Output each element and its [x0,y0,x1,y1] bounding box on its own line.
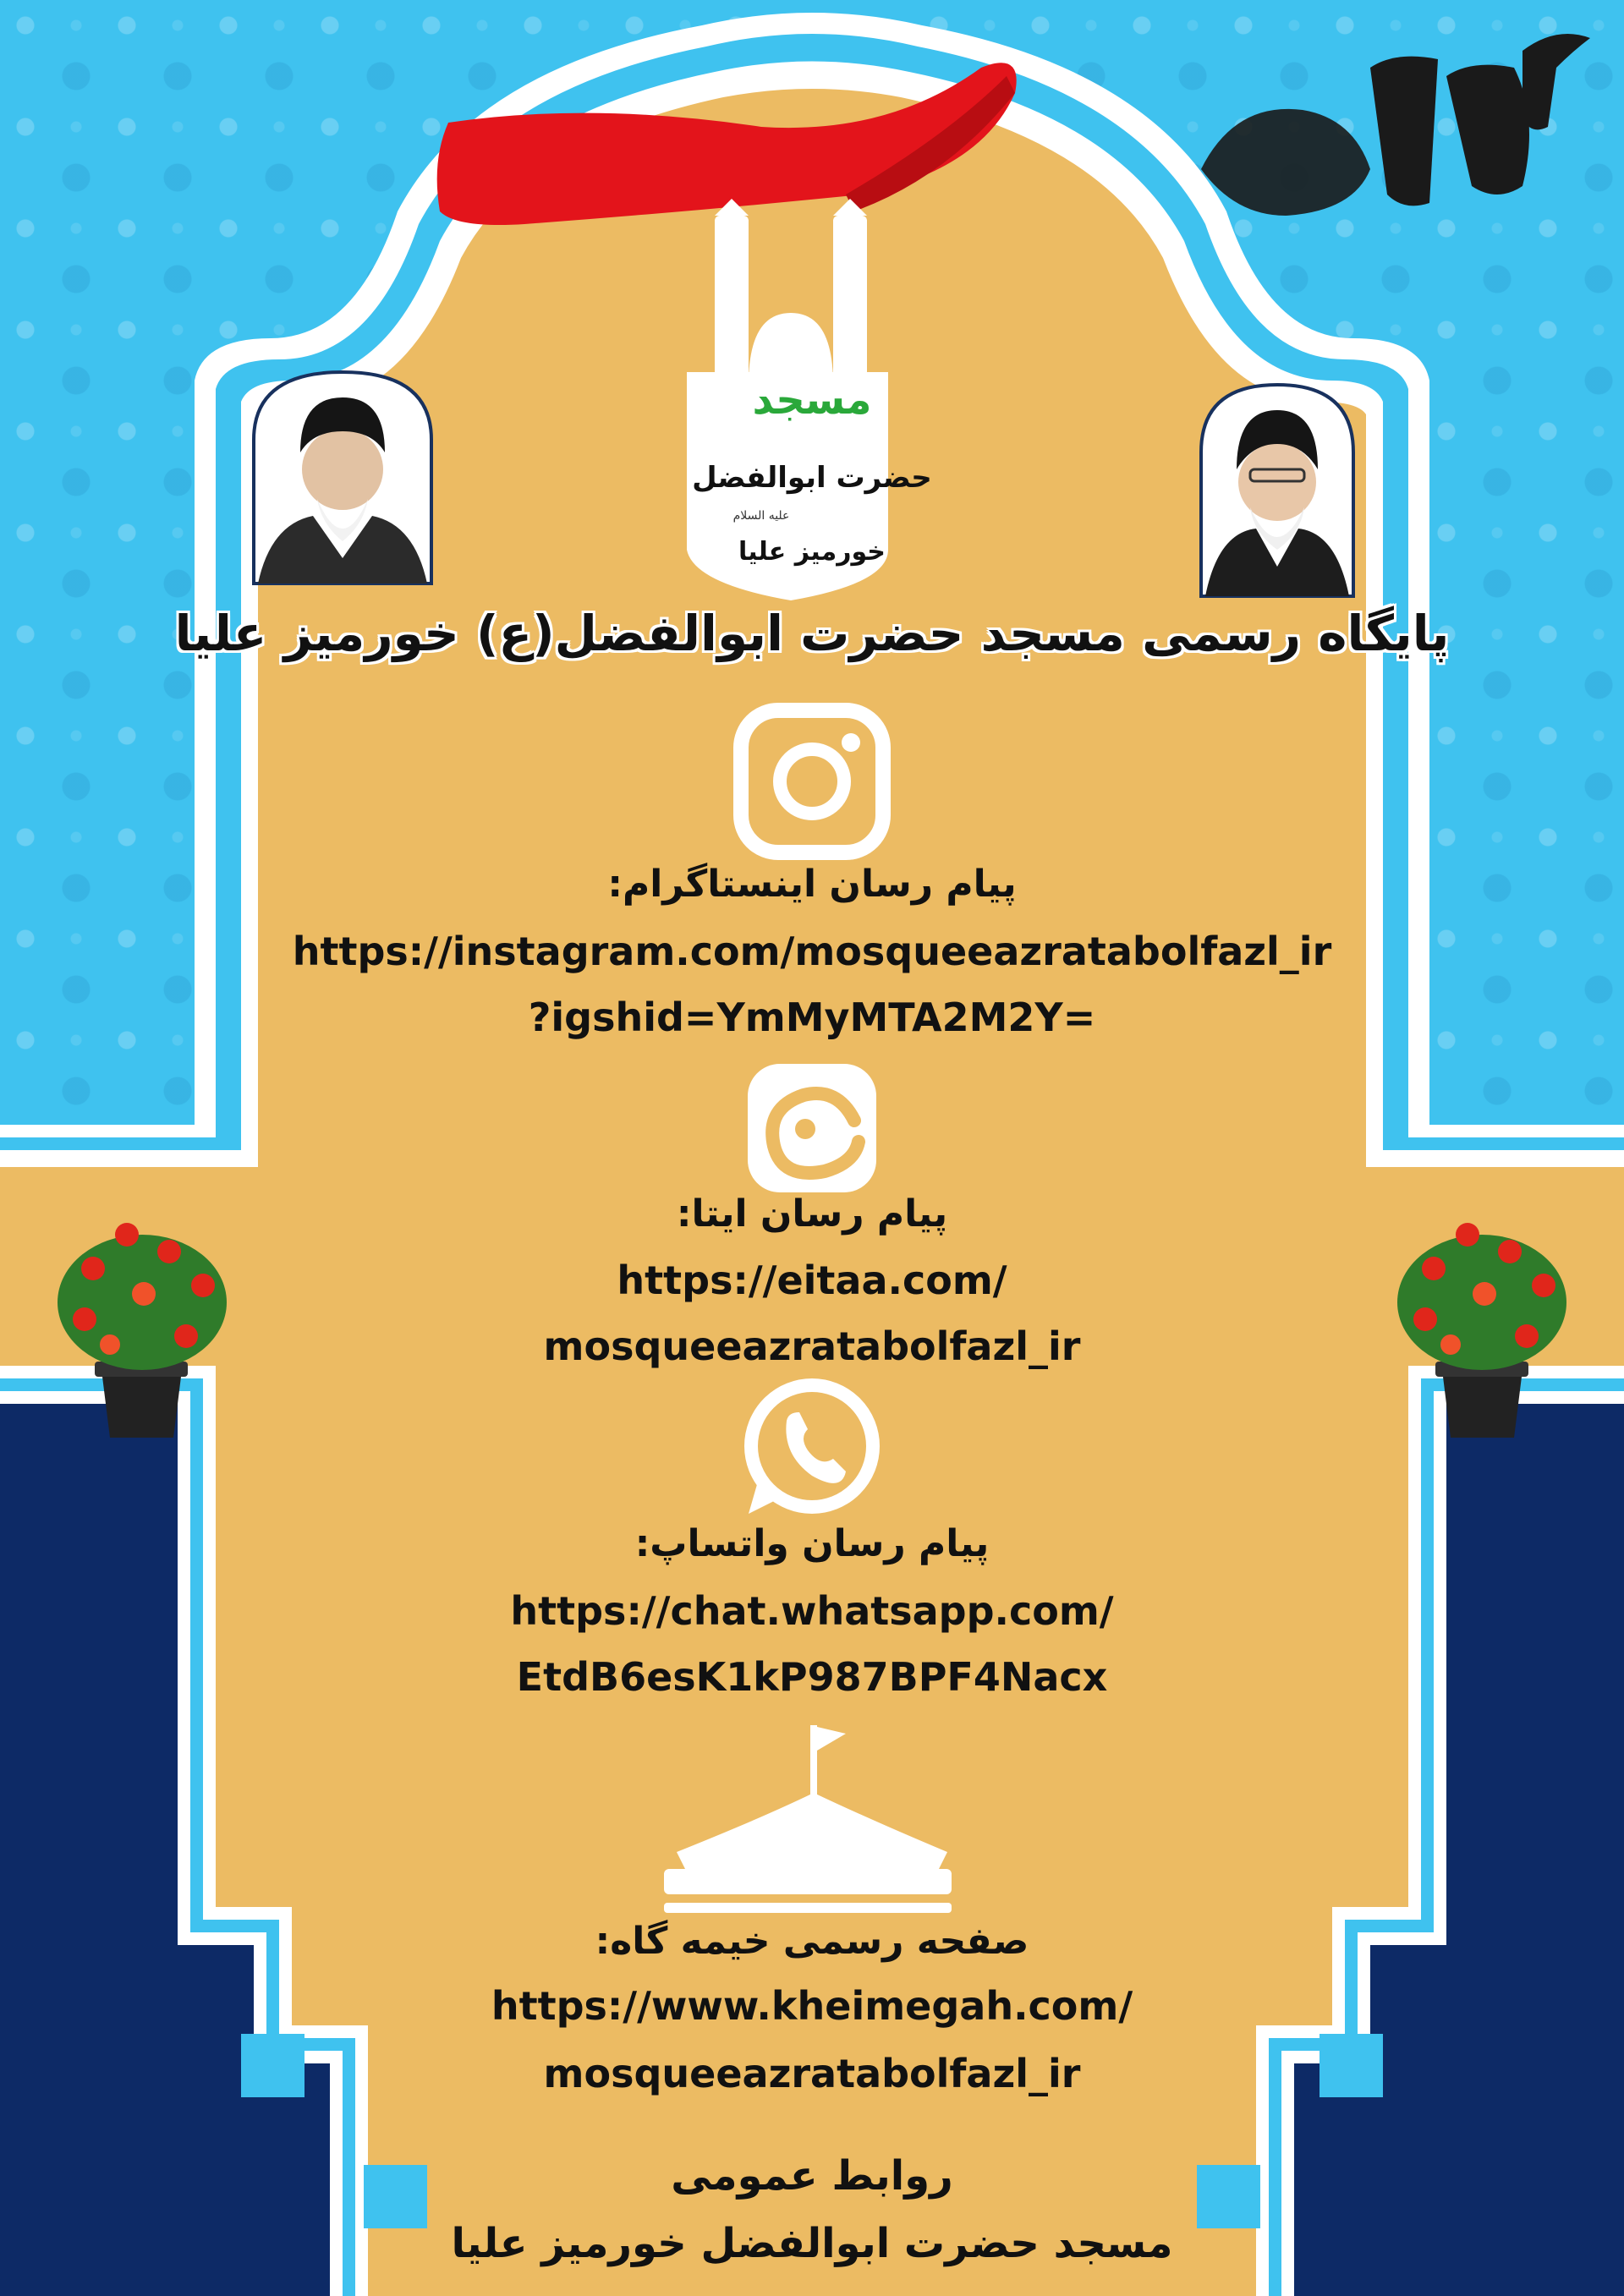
kheimegah-label: صفحه رسمی خیمه گاه: [595,1920,1029,1963]
kheimegah-url-line1[interactable]: https://www.kheimegah.com/ [491,1983,1133,2029]
mosque-logo-honorific: علیه السلام [732,509,790,523]
mosque-logo-village: خورمیز علیا [738,537,886,567]
instagram-url-line2[interactable]: ?igshid=YmMyMTA2M2Y= [528,995,1096,1040]
eitaa-icon [748,1064,876,1192]
whatsapp-label: پیام رسان واتساپ: [634,1522,990,1565]
kheimegah-url-line2[interactable]: mosqueeazratabolfazl_ir [543,2051,1081,2096]
footer-line2: مسجد حضرت ابوالفضل خورمیز علیا [451,2220,1173,2267]
calligraphy-logo [1193,34,1599,237]
instagram-label: پیام رسان اینستاگرام: [607,863,1017,906]
mosque-logo-name: حضرت ابوالفضل [692,461,932,495]
eitaa-url-line1[interactable]: https://eitaa.com/ [617,1258,1007,1303]
mosque-logo-word: مسجد [752,376,872,424]
kheimegah-domain: KHEIMEGAH.com [806,1852,919,1866]
whatsapp-url-line2[interactable]: EtdB6esK1kP987BPF4Nacx [516,1654,1108,1700]
page-title: پایگاه رسمی مسجد حضرت ابوالفضل(ع) خورمیز علیا [174,605,1450,662]
eitaa-label: پیام رسان ایتا: [676,1192,948,1236]
instagram-url-line1[interactable]: https://instagram.com/mosqueeazratabolfazl_ir [292,929,1332,974]
footer-line1: روابط عمومی [671,2152,953,2200]
whatsapp-url-line1[interactable]: https://chat.whatsapp.com/ [510,1588,1114,1634]
eitaa-url-line2[interactable]: mosqueeazratabolfazl_ir [543,1323,1081,1369]
